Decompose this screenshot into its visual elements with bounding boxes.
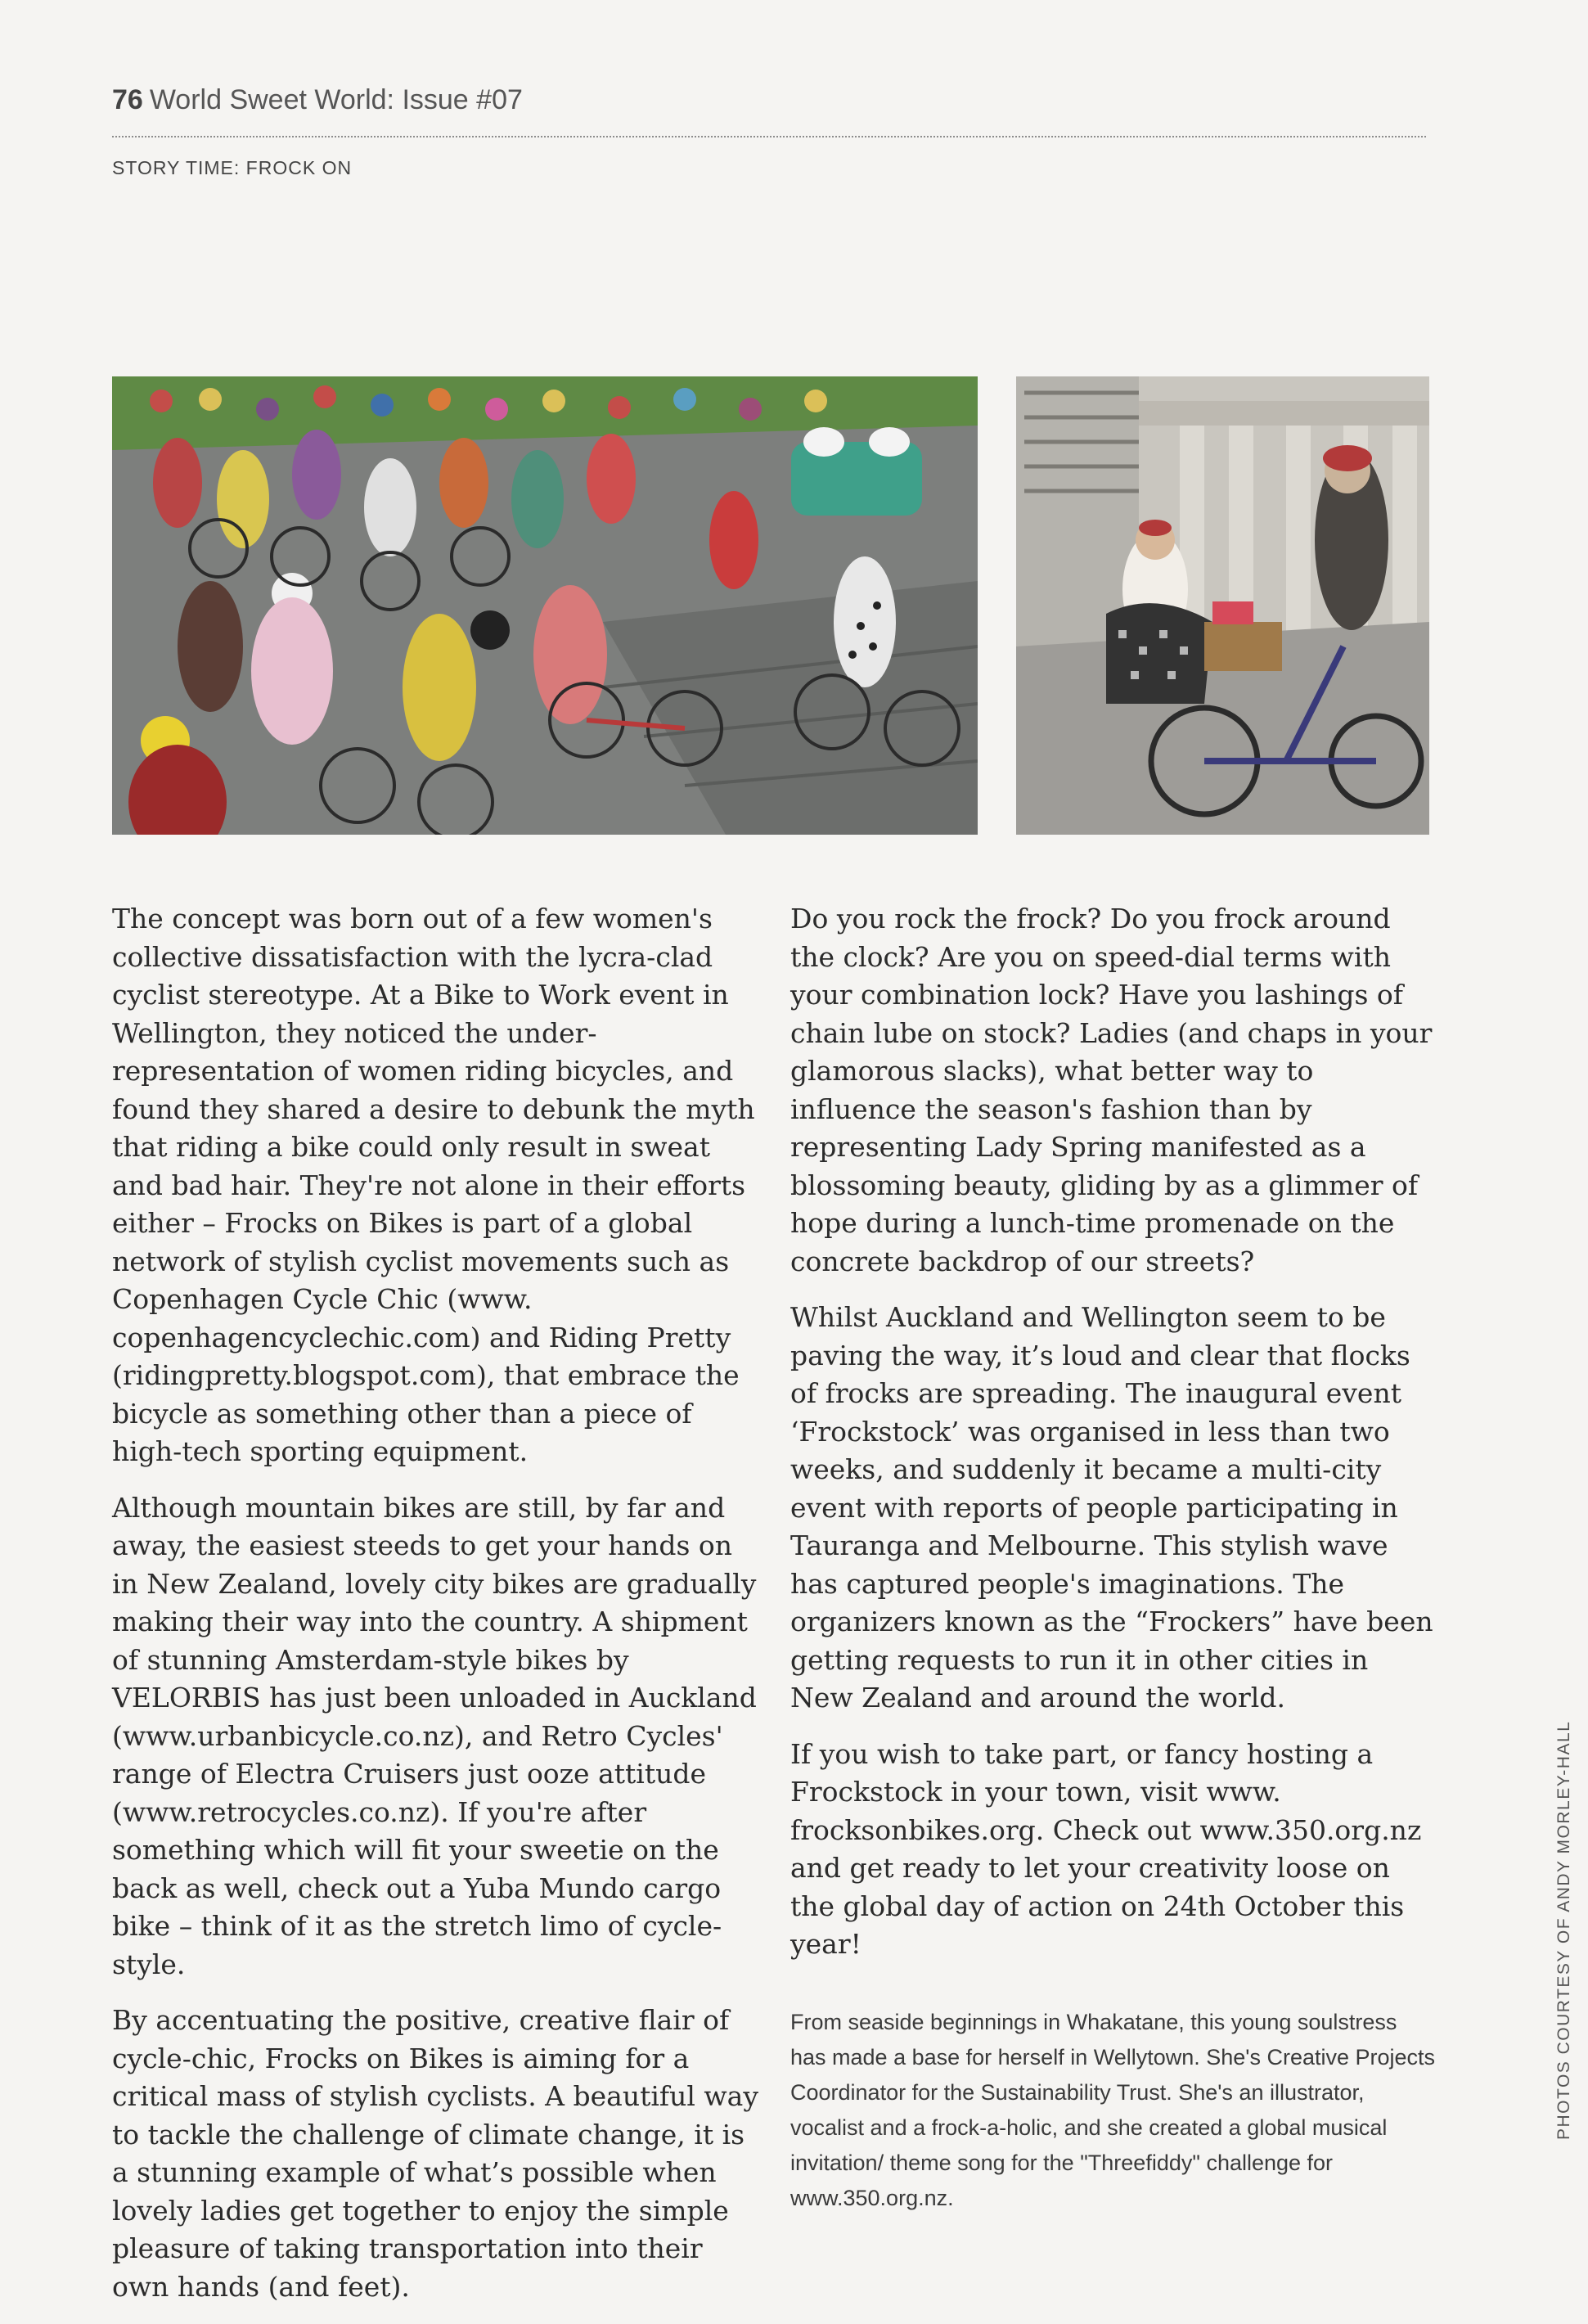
- article-column-left: [112, 900, 767, 2324]
- paragraph-rock-the-frock: Do you rock the frock? Do you frock around the clock? Are you on speed-dial terms with your combination lock? Have you lashings of chain lube on stock? Ladies (and chaps in your glamorous slacks), what better way to influence the season's fashion than by representing Lady Spring manifested as a blossoming beauty, gliding by as a glimmer of hope during a lunch-time promenade on the concrete backdrop of our streets?: [790, 903, 1433, 1277]
- article-column-right: [790, 900, 1437, 2234]
- paragraph-take-part: If you wish to take part, or fancy hosting a Frockstock in your town, visit www. frocksonbikes.org. Check out www.350.org.nz and get ready to let your creativity loose on the global day of action on 24th October this year!: [790, 1737, 1422, 1960]
- page-header: [112, 84, 1426, 116]
- header-divider: [112, 136, 1426, 137]
- paragraph-concept: The concept was born out of a few women's collective dissatisfaction with the lycra-clad cyclist stereotype. At a Bike to Work event in Wellington, they noticed the under-representation of women riding bicycles, and found they shared a desire to debunk the myth that riding a bike could only result in sweat and bad hair. They're not alone in their efforts either – Frocks on Bikes is part of a global network of stylish cyclist movements such as Copenhagen Cycle Chic (www. copenhagencyclechic.com) and Riding Pretty (ridingpretty.blogspot.com), that embrace the bicycle as something other than a piece of high-tech sporting equipment.: [112, 903, 755, 1467]
- author-bio: From seaside beginnings in Whakatane, this young soulstress has made a base for herself in Wellytown. She's Creative Projects Coordinator for the Sustainability Trust. She's an illustrator, vocalist and a frock-a-holic, and she created a global musical invitation/ theme song for the "Threefiddy" challenge for www.350.org.nz.: [790, 2009, 1436, 2210]
- paragraph-city-bikes: Although mountain bikes are still, by far and away, the easiest steeds to get your hands on in New Zealand, lovely city bikes are gradually making their way into the country. A shipment of stunning Amsterdam-style bikes by VELORBIS has just been unloaded in Auckland (www.urbanbicycle.co.nz), and Retro Cycles' range of Electra Cruisers just ooze attitude (www.retrocycles.co.nz). If you're after something which will fit your sweetie on the back as well, check out a Yuba Mundo cargo bike – think of it as the stretch limo of cycle-style.: [112, 1491, 757, 1980]
- photo-credit: PHOTOS COURTESY OF ANDY MORLEY-HALL: [1554, 1720, 1573, 2140]
- page-number: 76: [112, 84, 143, 115]
- paragraph-frockstock: Whilst Auckland and Wellington seem to be paving the way, it’s loud and clear that flocks of frocks are spreading. The inaugural event ‘Frockstock’ was organised in less than two weeks, and suddenly it became a multi-city event with reports of people participating in Tauranga and Melbourne. This stylish wave has captured people's imaginations. The organizers known as the “Frockers” have been getting requests to run it in other cities in New Zealand and around the world.: [790, 1301, 1433, 1714]
- publication-title: World Sweet World: Issue #07: [149, 84, 523, 115]
- photo-couple-on-cargo-bike: [1016, 376, 1429, 835]
- paragraph-cycle-chic: By accentuating the positive, creative flair of cycle-chic, Frocks on Bikes is aiming for a critical mass of stylish cyclists. A beautiful way to tackle the challenge of climate change, it is a stunning example of what’s possible when lovely ladies get together to enjoy the simple pleasure of taking transportation into their own hands (and feet).: [112, 2004, 758, 2303]
- photo-crowd-of-cyclists: [112, 376, 978, 835]
- section-label: STORY TIME: FROCK ON: [112, 157, 353, 178]
